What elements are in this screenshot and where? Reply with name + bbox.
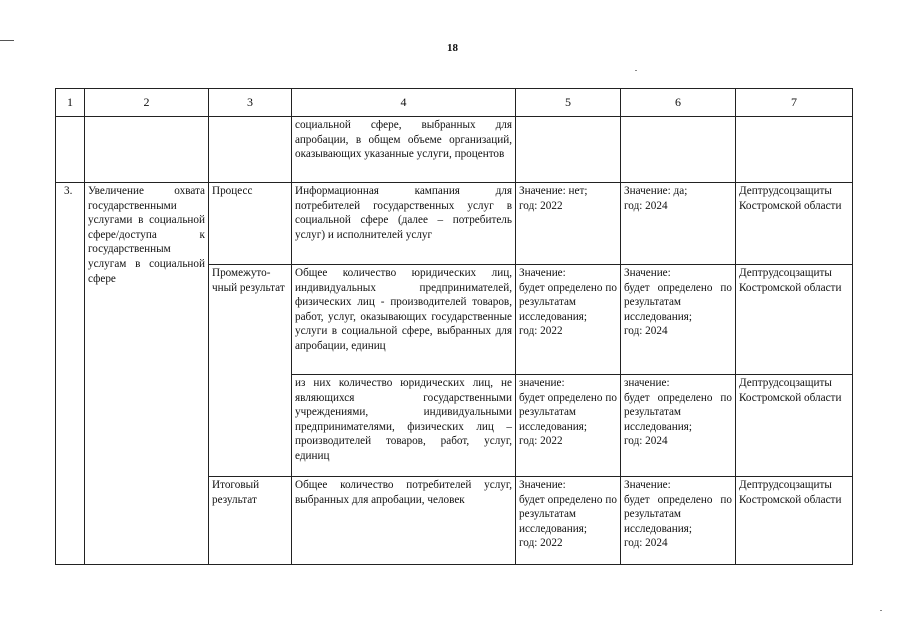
table-header-row <box>56 89 853 117</box>
result-type-cell: Итоговый результат <box>209 477 292 565</box>
indicators-table <box>55 88 853 565</box>
target-value: Значение: да; <box>624 185 688 197</box>
indicator-cell: Общее количество юридических лиц, индивидуальных предпринимателей, физических лиц - производителей товаров, работ, услуг, оказывающих государственные услуги в социальной сфере, выбранных для апробации, единиц <box>292 265 516 375</box>
corner-scan-mark <box>0 40 14 41</box>
section-number: 3. <box>56 183 85 565</box>
scan-speck <box>635 70 637 71</box>
baseline-cell <box>516 265 621 375</box>
responsible-cell: Дептрудсоцзащиты Костромской области <box>736 265 853 375</box>
table-row-continuation <box>56 117 853 183</box>
empty-cell <box>516 117 621 183</box>
header-cell: 4 <box>292 89 516 117</box>
target-year: год: 2024 <box>624 199 668 212</box>
empty-cell <box>621 117 736 183</box>
baseline-value: Значение: <box>519 479 566 491</box>
table-row <box>56 183 853 265</box>
baseline-cell <box>516 375 621 477</box>
responsible-cell: Дептрудсоцзащиты Костромской области <box>736 183 853 265</box>
header-cell: 1 <box>56 89 85 117</box>
target-note: будет определено по результатам исследования; <box>624 391 732 433</box>
empty-cell <box>736 117 853 183</box>
responsible-cell: Дептрудсоцзащиты Костромской области <box>736 375 853 477</box>
baseline-year: год: 2022 <box>519 435 563 448</box>
responsible-cell: Дептрудсоцзащиты Костромской области <box>736 477 853 565</box>
baseline-note: будет определено по результатам исследования; <box>519 281 617 323</box>
target-note: будет определено по результатам исследования; <box>624 281 732 323</box>
indicator-cell: социальной сфере, выбранных для апробации, в общем объеме организаций, оказывающих указанные услуги, процентов <box>292 117 516 183</box>
target-value: Значение: <box>624 479 671 491</box>
target-cell <box>621 375 736 477</box>
header-cell: 3 <box>209 89 292 117</box>
target-value: значение: <box>624 377 670 389</box>
header-cell: 7 <box>736 89 853 117</box>
baseline-year: год: 2022 <box>519 199 563 212</box>
target-note: будет определено по результатам исследования; <box>624 493 732 535</box>
target-year: год: 2024 <box>624 537 668 550</box>
section-title: Увеличение охвата государственными услугами в социальной сфере/доступа к государственным услугам в социальной сфере <box>85 183 209 565</box>
baseline-value: значение: <box>519 377 565 389</box>
empty-cell <box>209 117 292 183</box>
baseline-value: Значение: нет; <box>519 185 588 197</box>
target-cell <box>621 183 736 265</box>
baseline-cell <box>516 477 621 565</box>
page-number: 18 <box>447 42 458 54</box>
indicator-cell: Общее количество потребителей услуг, выбранных для апробации, человек <box>292 477 516 565</box>
header-cell: 2 <box>85 89 209 117</box>
scan-speck <box>880 610 882 611</box>
indicator-cell: из них количество юридических лиц, не являющихся государственными учреждениями, индивидуальными предпринимателями, физических лиц – производителей товаров, работ, услуг, единиц <box>292 375 516 477</box>
result-type-cell: Промежуто-чный результат <box>209 265 292 477</box>
indicator-cell: Информационная кампания для потребителей государственных услуг в социальной сфере (далее – потребитель услуг) и исполнителей услуг <box>292 183 516 265</box>
header-cell: 5 <box>516 89 621 117</box>
baseline-cell <box>516 183 621 265</box>
baseline-value: Значение: <box>519 267 566 279</box>
empty-cell <box>85 117 209 183</box>
header-cell: 6 <box>621 89 736 117</box>
target-year: год: 2024 <box>624 435 668 448</box>
target-year: год: 2024 <box>624 325 668 338</box>
empty-cell <box>56 117 85 183</box>
baseline-year: год: 2022 <box>519 537 563 550</box>
target-cell <box>621 265 736 375</box>
target-value: Значение: <box>624 267 671 279</box>
baseline-year: год: 2022 <box>519 325 563 338</box>
result-type-cell: Процесс <box>209 183 292 265</box>
baseline-note: будет определено по результатам исследования; <box>519 493 617 535</box>
baseline-note: будет определено по результатам исследования; <box>519 391 617 433</box>
target-cell <box>621 477 736 565</box>
